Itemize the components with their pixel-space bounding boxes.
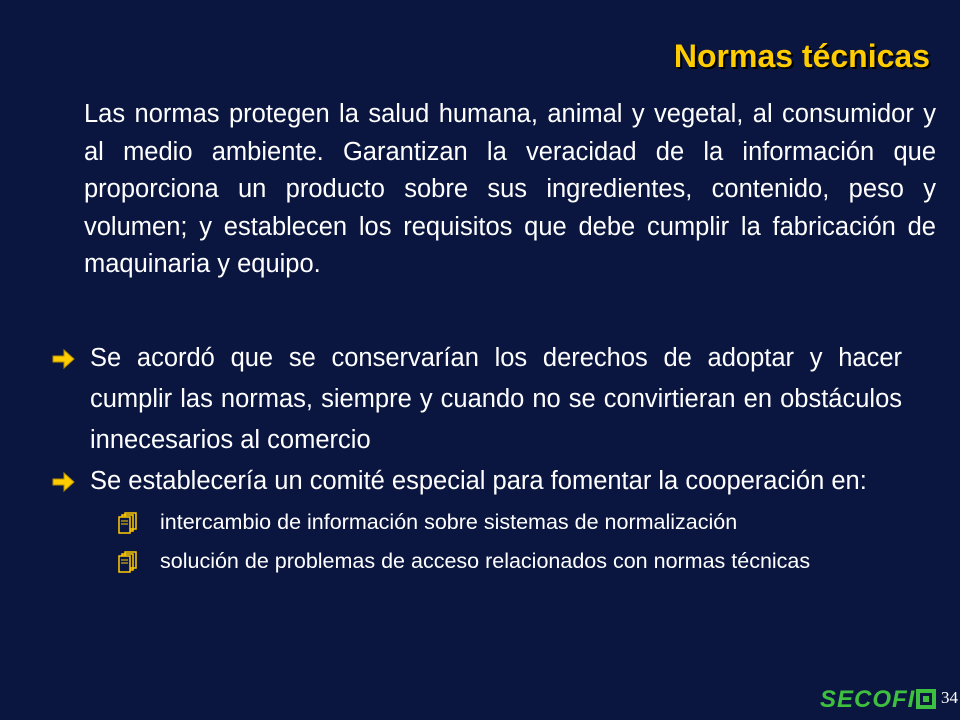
stacked-boxes-icon (117, 511, 139, 535)
secofi-logo (820, 683, 940, 715)
arrow-right-icon (50, 346, 76, 372)
sub-bullet-item (90, 506, 902, 539)
slide-title: Normas técnicas (673, 38, 930, 74)
stacked-boxes-icon (117, 550, 139, 574)
slide-number: 34 (941, 688, 958, 707)
sub-bullet-item (90, 545, 902, 578)
svg-text:SECOFI: SECOFI (820, 686, 916, 713)
sub-bullet-text: solución de problemas de acceso relacionados con normas técnicas (160, 549, 811, 573)
sub-bullet-list (90, 506, 902, 578)
arrow-right-icon (50, 469, 76, 495)
bullet-list (50, 338, 902, 584)
sub-bullet-text: intercambio de información sobre sistemas de normalización (160, 510, 738, 534)
bullet-item (50, 338, 902, 461)
bullet-item (50, 461, 902, 578)
intro-paragraph: Las normas protegen la salud humana, animal y vegetal, al consumidor y al medio ambiente. Garantizan la veracidad de la información que proporciona un producto sobre sus ingredientes, contenido, peso y volumen; y establecen los requisitos que debe cumplir la fabricación de maquinaria y equipo. (84, 100, 936, 278)
bullet-text: Se acordó que se conservarían los derechos de adoptar y hacer cumplir las normas, siempre y cuando no se convirtieran en obstáculos innecesarios al comercio (90, 344, 902, 454)
bullet-text: Se establecería un comité especial para fomentar la cooperación en: (90, 467, 867, 495)
